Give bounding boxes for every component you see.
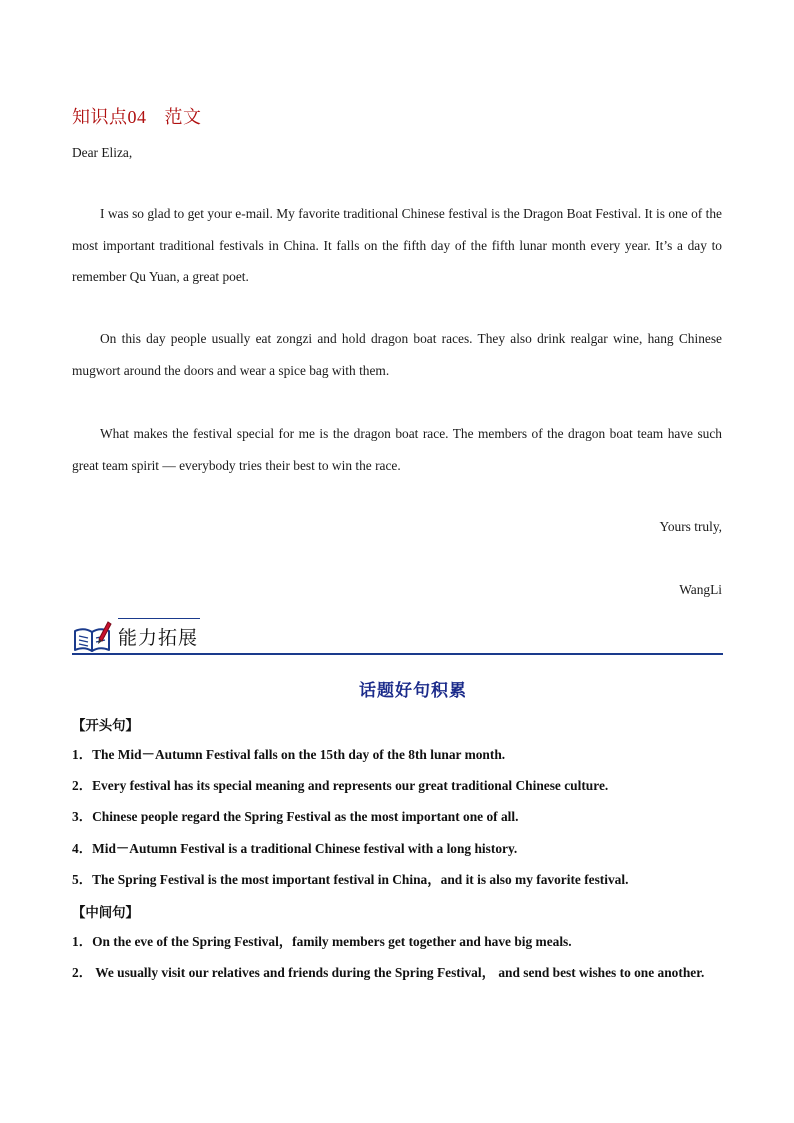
middle-sentence: 2． We usually visit our relatives and friends during the Spring Festival， and send best wishes to one another. <box>72 965 705 980</box>
open-book-pen-icon <box>72 619 112 655</box>
middle-sentences-heading: 【中间句】 <box>72 905 139 920</box>
opening-sentence: 1．The Mid－Autumn Festival falls on the 15th day of the 8th lunar month. <box>72 747 506 762</box>
opening-sentence: 3．Chinese people regard the Spring Festival as the most important one of all. <box>72 809 519 824</box>
opening-sentence: 4．Mid－Autumn Festival is a traditional Chinese festival with a long history. <box>72 841 518 856</box>
opening-sentence: 2．Every festival has its special meaning and represents our great traditional Chinese culture. <box>72 778 609 793</box>
letter-paragraph-2: On this day people usually eat zongzi and hold dragon boat races. They also drink realgar wine, hang Chinese mugwort around the doors and wear a spice bag with them. <box>72 331 722 378</box>
opening-sentences-heading: 【开头句】 <box>72 718 139 733</box>
banner-title: 能力拓展 <box>118 627 199 649</box>
letter-closing: Yours truly, <box>659 519 722 534</box>
letter-signature: WangLi <box>679 582 722 597</box>
letter-salutation: Dear Eliza, <box>72 145 133 160</box>
letter-paragraph-3: What makes the festival special for me is the dragon boat race. The members of the dragon boat team have such great team spirit — everybody tries their best to win the race. <box>72 426 722 473</box>
knowledge-point-heading <box>72 103 202 129</box>
banner-top-line <box>118 618 200 619</box>
knowledge-point-title: 范文 <box>164 107 202 127</box>
letter-paragraph-1: I was so glad to get your e-mail. My favorite traditional Chinese festival is the Dragon Boat Festival. It is one of the most important traditional festivals in China. It falls on the fifth day of the fifth lunar month every year. It’s a day to remember Qu Yuan, a great poet. <box>72 206 722 284</box>
banner-divider <box>72 653 723 655</box>
knowledge-point-label: 知识点04 <box>72 107 147 127</box>
section-title: 话题好句积累 <box>359 681 467 700</box>
opening-sentence: 5．The Spring Festival is the most important festival in China，and it is also my favorite festival. <box>72 872 629 887</box>
middle-sentence: 1．On the eve of the Spring Festival，family members get together and have big meals. <box>72 934 572 949</box>
